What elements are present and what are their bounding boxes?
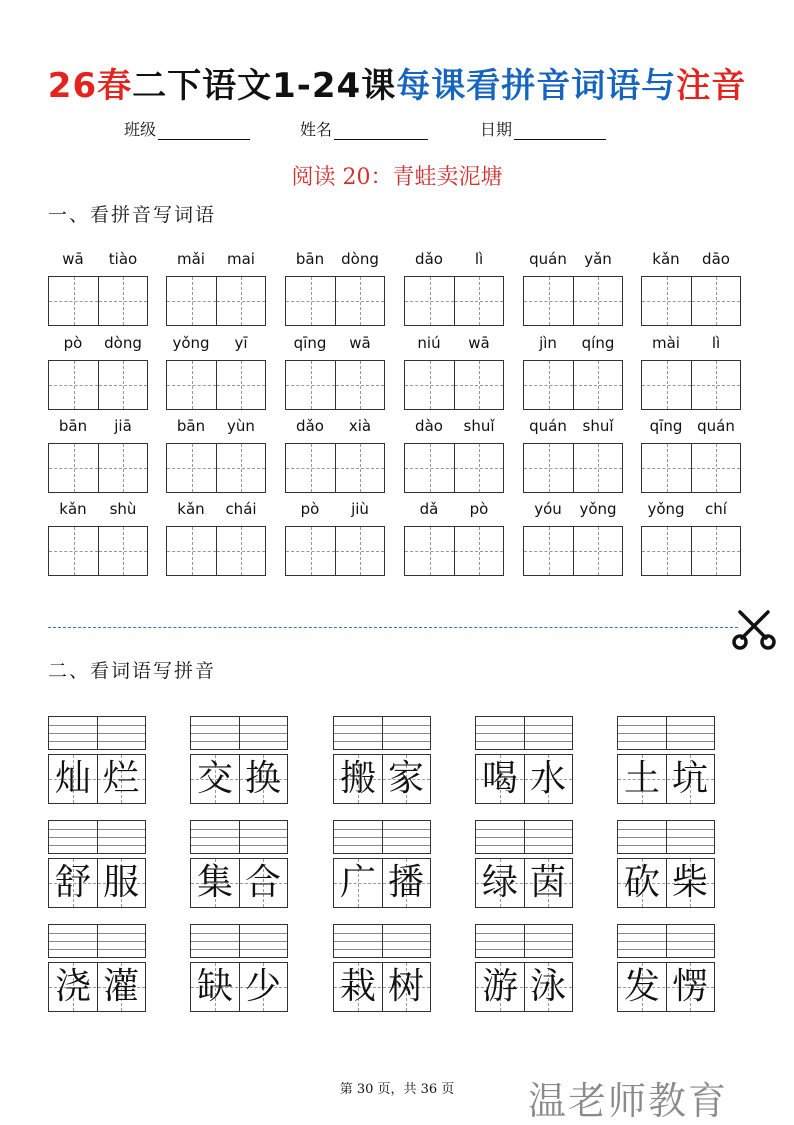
pinyin-syllable: pò xyxy=(63,334,83,352)
writing-box-pair[interactable] xyxy=(166,526,266,576)
hanzi-character: 泳 xyxy=(529,966,566,1007)
pinyin-writing-lines[interactable] xyxy=(333,716,431,750)
pinyin-syllable: niú xyxy=(417,334,441,352)
pinyin-syllable: qīng xyxy=(649,417,683,435)
title-part-2: 二下语文1-24课 xyxy=(132,66,397,106)
hanzi-character: 交 xyxy=(196,758,233,799)
pinyin-syllable: yǒng xyxy=(172,334,210,352)
word-item xyxy=(333,820,431,920)
hanzi-character: 水 xyxy=(529,758,566,799)
pinyin-syllable: bān xyxy=(58,417,88,435)
word-item xyxy=(190,820,288,920)
pinyin-syllable: dòng xyxy=(104,334,142,352)
tian-zi-cell[interactable] xyxy=(49,361,99,409)
lesson-title: 阅读 20：青蛙卖泥塘 xyxy=(291,165,503,190)
pinyin-label xyxy=(285,500,385,520)
page-number: 第 30 页，共 36 页 xyxy=(339,1082,455,1097)
pinyin-label xyxy=(404,417,504,437)
pinyin-syllable: shuǐ xyxy=(582,417,614,435)
writing-box-pair[interactable] xyxy=(641,526,741,576)
pinyin-syllable: wā xyxy=(62,250,84,268)
hanzi-box xyxy=(190,754,288,804)
student-info-row xyxy=(0,117,794,141)
tian-zi-cell[interactable] xyxy=(574,527,622,575)
hanzi-box xyxy=(475,858,573,908)
tian-zi-cell[interactable] xyxy=(336,277,384,325)
word-item xyxy=(48,924,146,1024)
pinyin-syllable: yǎn xyxy=(584,250,612,268)
hanzi-box xyxy=(48,754,146,804)
hanzi-character: 灿 xyxy=(54,758,91,799)
class-blank[interactable] xyxy=(158,121,250,140)
hanzi-box xyxy=(617,962,715,1012)
pinyin-syllable: lì xyxy=(711,334,721,352)
section1-heading: 一、看拼音写词语 xyxy=(48,204,217,226)
tian-zi-cell[interactable] xyxy=(217,444,265,492)
word-item xyxy=(190,924,288,1024)
word-item xyxy=(617,716,715,816)
hanzi-box xyxy=(475,754,573,804)
word-item xyxy=(617,924,715,1024)
hanzi-character: 集 xyxy=(196,862,233,903)
hanzi-character: 灌 xyxy=(102,966,139,1007)
hanzi-character: 土 xyxy=(623,758,660,799)
hanzi-character: 树 xyxy=(387,966,424,1007)
pinyin-syllable: kǎn xyxy=(652,250,680,268)
pinyin-writing-lines[interactable] xyxy=(475,924,573,958)
pinyin-syllable: dǎo xyxy=(415,250,443,268)
tian-zi-cell[interactable] xyxy=(99,277,147,325)
tian-zi-cell[interactable] xyxy=(524,277,574,325)
pinyin-syllable: pò xyxy=(469,500,489,518)
tian-zi-cell[interactable] xyxy=(286,361,336,409)
tian-zi-cell[interactable] xyxy=(49,444,99,492)
pinyin-writing-lines[interactable] xyxy=(333,820,431,854)
hanzi-box xyxy=(475,962,573,1012)
pinyin-syllable: kǎn xyxy=(177,500,205,518)
hanzi-box xyxy=(617,754,715,804)
tian-zi-cell[interactable] xyxy=(167,444,217,492)
hanzi-character: 换 xyxy=(244,758,281,799)
pinyin-syllable: yī xyxy=(234,334,248,352)
tian-zi-cell[interactable] xyxy=(286,277,336,325)
title-part-1: 26春 xyxy=(47,66,133,106)
writing-box-pair[interactable] xyxy=(523,360,623,410)
pinyin-label xyxy=(48,500,148,520)
title-part-3: 每课看拼音词语与 xyxy=(396,66,677,106)
tian-zi-cell[interactable] xyxy=(167,361,217,409)
hanzi-box xyxy=(333,858,431,908)
writing-box-pair[interactable] xyxy=(641,276,741,326)
pinyin-writing-lines[interactable] xyxy=(617,716,715,750)
writing-box-pair[interactable] xyxy=(48,276,148,326)
tian-zi-cell[interactable] xyxy=(99,527,147,575)
pinyin-writing-lines[interactable] xyxy=(190,820,288,854)
tian-zi-cell[interactable] xyxy=(692,444,740,492)
writing-box-pair[interactable] xyxy=(166,276,266,326)
hanzi-box xyxy=(48,962,146,1012)
word-item xyxy=(475,924,573,1024)
hanzi-box xyxy=(617,858,715,908)
pinyin-label xyxy=(285,250,385,270)
class-field[interactable] xyxy=(124,117,250,140)
pinyin-writing-lines[interactable] xyxy=(190,716,288,750)
cut-line xyxy=(48,627,738,628)
pinyin-label xyxy=(48,417,148,437)
pinyin-label xyxy=(641,250,741,270)
pinyin-writing-lines[interactable] xyxy=(333,924,431,958)
tian-zi-cell[interactable] xyxy=(167,527,217,575)
pinyin-label xyxy=(166,417,266,437)
pinyin-syllable: yóu xyxy=(534,500,562,518)
writing-box-pair[interactable] xyxy=(285,360,385,410)
pinyin-syllable: lì xyxy=(474,250,484,268)
word-item xyxy=(617,820,715,920)
date-blank[interactable] xyxy=(514,121,606,140)
tian-zi-cell[interactable] xyxy=(642,527,692,575)
tian-zi-cell[interactable] xyxy=(524,527,574,575)
pinyin-syllable: dǎ xyxy=(419,500,439,518)
hanzi-character: 少 xyxy=(244,966,281,1007)
pinyin-label xyxy=(641,500,741,520)
pinyin-label xyxy=(404,334,504,354)
hanzi-character: 播 xyxy=(387,862,424,903)
pinyin-syllable: jiā xyxy=(114,417,132,435)
tian-zi-cell[interactable] xyxy=(49,527,99,575)
tian-zi-cell[interactable] xyxy=(455,277,503,325)
pinyin-syllable: wā xyxy=(468,334,490,352)
pinyin-label xyxy=(166,250,266,270)
pinyin-label xyxy=(48,334,148,354)
hanzi-character: 搬 xyxy=(339,758,376,799)
hanzi-character: 缺 xyxy=(196,966,233,1007)
tian-zi-cell[interactable] xyxy=(99,361,147,409)
word-item xyxy=(48,716,146,816)
pinyin-syllable: wā xyxy=(349,334,371,352)
hanzi-character: 坑 xyxy=(671,758,708,799)
pinyin-syllable: mài xyxy=(652,334,680,352)
pinyin-syllable: dào xyxy=(415,417,443,435)
pinyin-syllable: mai xyxy=(227,250,255,268)
hanzi-character: 舒 xyxy=(54,862,91,903)
hanzi-character: 砍 xyxy=(623,862,660,903)
pinyin-label xyxy=(523,500,623,520)
pinyin-writing-lines[interactable] xyxy=(48,924,146,958)
hanzi-character: 浇 xyxy=(54,966,91,1007)
pinyin-syllable: shuǐ xyxy=(463,417,495,435)
hanzi-character: 合 xyxy=(244,862,281,903)
pinyin-writing-lines[interactable] xyxy=(475,716,573,750)
title-part-4: 注音 xyxy=(676,66,747,106)
tian-zi-cell[interactable] xyxy=(99,444,147,492)
pinyin-label xyxy=(523,417,623,437)
pinyin-syllable: chí xyxy=(705,500,727,518)
pinyin-syllable: chái xyxy=(225,500,257,518)
pinyin-syllable: quán xyxy=(529,250,567,268)
date-label: 日期 xyxy=(480,120,513,139)
writing-box-pair[interactable] xyxy=(641,360,741,410)
tian-zi-cell[interactable] xyxy=(405,444,455,492)
hanzi-box xyxy=(333,962,431,1012)
writing-box-pair[interactable] xyxy=(48,360,148,410)
tian-zi-cell[interactable] xyxy=(336,444,384,492)
writing-box-pair[interactable] xyxy=(641,443,741,493)
pinyin-syllable: yùn xyxy=(227,417,255,435)
pinyin-writing-lines[interactable] xyxy=(48,716,146,750)
tian-zi-cell[interactable] xyxy=(574,361,622,409)
pinyin-label xyxy=(404,250,504,270)
tian-zi-cell[interactable] xyxy=(642,277,692,325)
pinyin-syllable: dāo xyxy=(702,250,730,268)
tian-zi-cell[interactable] xyxy=(692,277,740,325)
name-blank[interactable] xyxy=(334,121,428,140)
tian-zi-cell[interactable] xyxy=(692,527,740,575)
pinyin-syllable: quán xyxy=(697,417,735,435)
pinyin-syllable: qīng xyxy=(293,334,327,352)
pinyin-label xyxy=(285,417,385,437)
pinyin-syllable: tiào xyxy=(108,250,138,268)
pinyin-syllable: jìn xyxy=(539,334,557,352)
word-item xyxy=(475,820,573,920)
pinyin-writing-lines[interactable] xyxy=(617,924,715,958)
tian-zi-cell[interactable] xyxy=(405,361,455,409)
pinyin-syllable: bān xyxy=(176,417,206,435)
pinyin-syllable: kǎn xyxy=(59,500,87,518)
word-item xyxy=(475,716,573,816)
tian-zi-cell[interactable] xyxy=(642,444,692,492)
hanzi-character: 栽 xyxy=(339,966,376,1007)
tian-zi-cell[interactable] xyxy=(455,527,503,575)
word-item xyxy=(333,716,431,816)
hanzi-character: 家 xyxy=(387,758,424,799)
writing-box-pair[interactable] xyxy=(48,526,148,576)
pinyin-label xyxy=(48,250,148,270)
hanzi-character: 愣 xyxy=(671,966,708,1007)
tian-zi-cell[interactable] xyxy=(524,444,574,492)
pinyin-syllable: xià xyxy=(348,417,372,435)
writing-box-pair[interactable] xyxy=(523,276,623,326)
writing-box-pair[interactable] xyxy=(404,526,504,576)
pinyin-syllable: jiù xyxy=(351,500,369,518)
tian-zi-cell[interactable] xyxy=(692,361,740,409)
hanzi-character: 绿 xyxy=(481,862,518,903)
writing-box-pair[interactable] xyxy=(404,443,504,493)
pinyin-label xyxy=(404,500,504,520)
hanzi-character: 茵 xyxy=(529,862,566,903)
pinyin-syllable: yǒng xyxy=(647,500,685,518)
tian-zi-cell[interactable] xyxy=(642,361,692,409)
writing-box-pair[interactable] xyxy=(285,276,385,326)
word-item xyxy=(333,924,431,1024)
tian-zi-cell[interactable] xyxy=(455,361,503,409)
hanzi-box xyxy=(48,858,146,908)
writing-box-pair[interactable] xyxy=(166,443,266,493)
name-label: 姓名 xyxy=(300,120,333,139)
tian-zi-cell[interactable] xyxy=(49,277,99,325)
hanzi-box xyxy=(333,754,431,804)
hanzi-box xyxy=(190,858,288,908)
pinyin-label xyxy=(285,334,385,354)
tian-zi-cell[interactable] xyxy=(167,277,217,325)
writing-box-pair[interactable] xyxy=(404,360,504,410)
hanzi-character: 柴 xyxy=(671,862,708,903)
date-field[interactable] xyxy=(480,117,606,140)
pinyin-label xyxy=(641,417,741,437)
tian-zi-cell[interactable] xyxy=(405,277,455,325)
class-label: 班级 xyxy=(124,120,157,139)
pinyin-writing-lines[interactable] xyxy=(190,924,288,958)
tian-zi-cell[interactable] xyxy=(286,444,336,492)
tian-zi-cell[interactable] xyxy=(574,277,622,325)
hanzi-character: 烂 xyxy=(102,758,139,799)
pinyin-label xyxy=(166,334,266,354)
name-field[interactable] xyxy=(300,117,428,140)
tian-zi-cell[interactable] xyxy=(405,527,455,575)
writing-box-pair[interactable] xyxy=(285,443,385,493)
pinyin-syllable: yǒng xyxy=(579,500,617,518)
pinyin-writing-lines[interactable] xyxy=(617,820,715,854)
pinyin-syllable: mǎi xyxy=(177,250,205,268)
tian-zi-cell[interactable] xyxy=(217,277,265,325)
tian-zi-cell[interactable] xyxy=(455,444,503,492)
tian-zi-cell[interactable] xyxy=(524,361,574,409)
writing-box-pair[interactable] xyxy=(404,276,504,326)
pinyin-writing-lines[interactable] xyxy=(475,820,573,854)
pinyin-label xyxy=(523,334,623,354)
pinyin-syllable: dǎo xyxy=(296,417,324,435)
hanzi-character: 广 xyxy=(339,862,376,903)
word-item xyxy=(190,716,288,816)
tian-zi-cell[interactable] xyxy=(336,527,384,575)
tian-zi-cell[interactable] xyxy=(217,527,265,575)
writing-box-pair[interactable] xyxy=(523,443,623,493)
tian-zi-cell[interactable] xyxy=(217,361,265,409)
word-item xyxy=(48,820,146,920)
watermark: 温老师教育 xyxy=(528,1079,729,1123)
writing-box-pair[interactable] xyxy=(285,526,385,576)
section2-heading: 二、看词语写拼音 xyxy=(48,660,217,682)
pinyin-syllable: pò xyxy=(300,500,320,518)
tian-zi-cell[interactable] xyxy=(336,361,384,409)
page-title xyxy=(0,58,794,107)
pinyin-syllable: qíng xyxy=(581,334,615,352)
scissors-icon xyxy=(730,604,778,652)
hanzi-character: 游 xyxy=(481,966,518,1007)
pinyin-writing-lines[interactable] xyxy=(48,820,146,854)
tian-zi-cell[interactable] xyxy=(286,527,336,575)
pinyin-syllable: quán xyxy=(529,417,567,435)
pinyin-label xyxy=(641,334,741,354)
writing-box-pair[interactable] xyxy=(166,360,266,410)
hanzi-character: 服 xyxy=(102,862,139,903)
pinyin-label xyxy=(523,250,623,270)
writing-box-pair[interactable] xyxy=(48,443,148,493)
writing-box-pair[interactable] xyxy=(523,526,623,576)
hanzi-box xyxy=(190,962,288,1012)
pinyin-syllable: bān xyxy=(295,250,325,268)
tian-zi-cell[interactable] xyxy=(574,444,622,492)
hanzi-character: 发 xyxy=(623,966,660,1007)
pinyin-syllable: dòng xyxy=(341,250,379,268)
pinyin-syllable: shù xyxy=(109,500,137,518)
pinyin-label xyxy=(166,500,266,520)
hanzi-character: 喝 xyxy=(481,758,518,799)
